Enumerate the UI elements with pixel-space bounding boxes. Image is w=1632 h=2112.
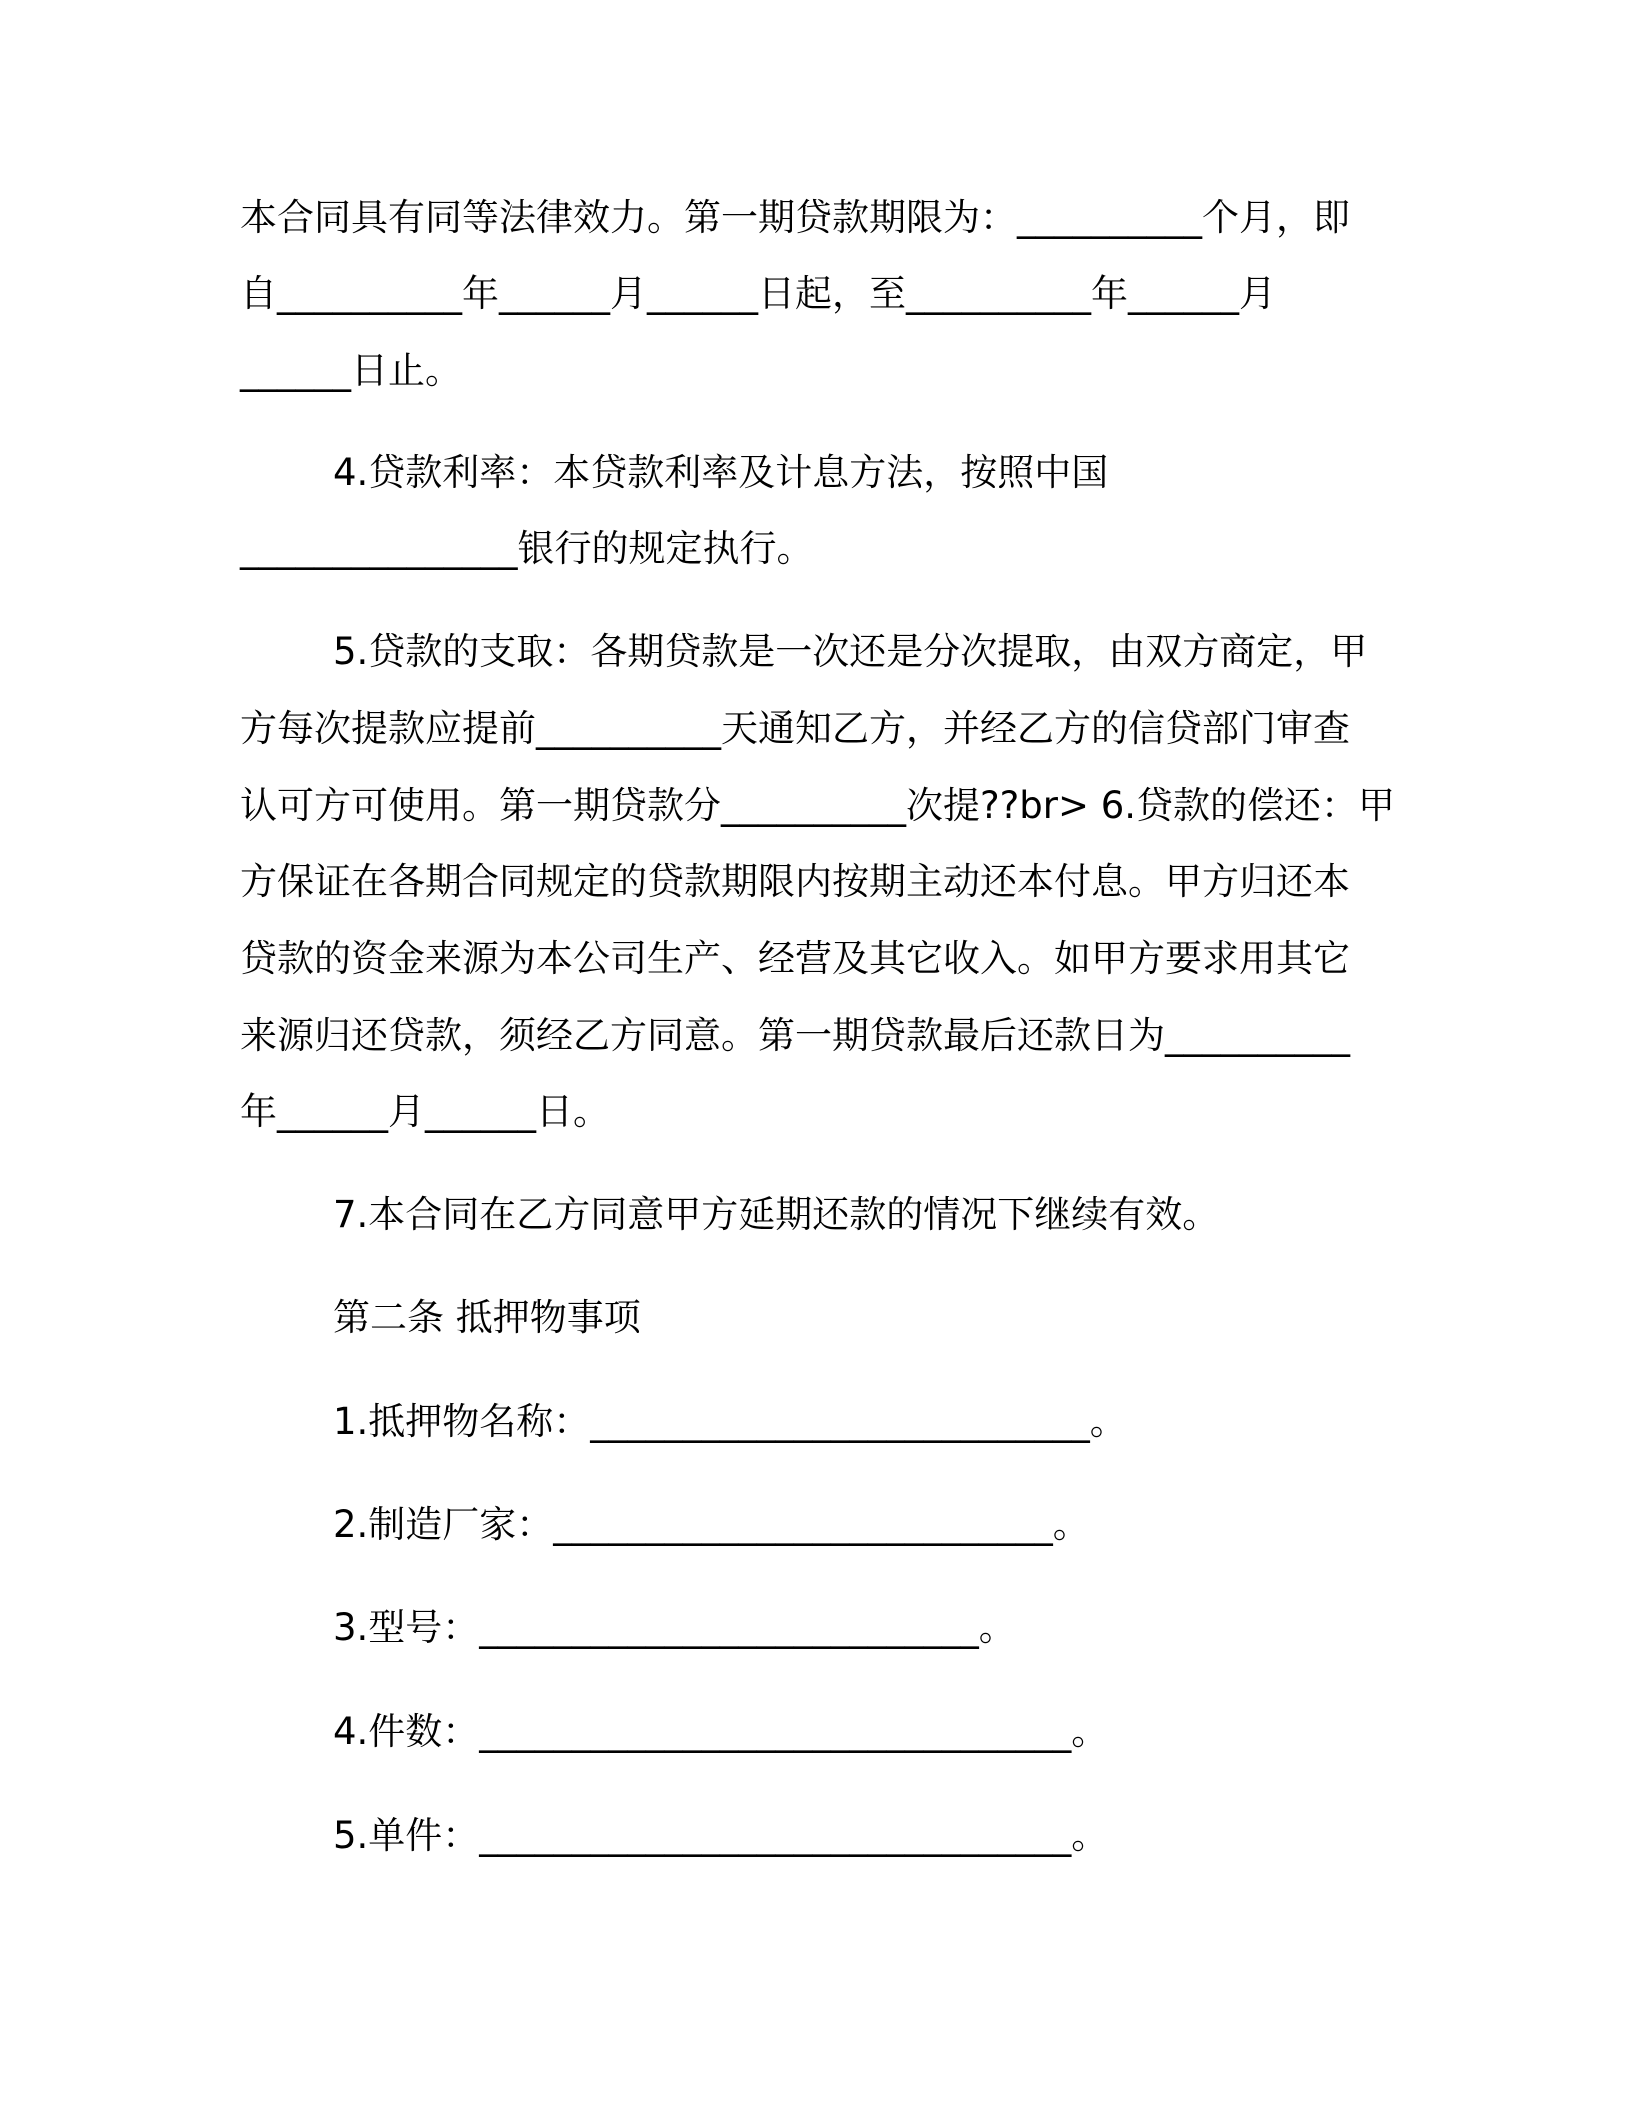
- list-item: 1.抵押物名称：___________________________。: [333, 1400, 1127, 1443]
- list-item: 5.单件：________________________________。: [333, 1814, 1109, 1857]
- paragraph-line: 来源归还贷款，须经乙方同意。第一期贷款最后还款日为__________: [240, 1014, 1350, 1057]
- paragraph-line: 自__________年______月______日起，至__________年______月: [240, 272, 1276, 315]
- list-item: 4.件数：________________________________。: [333, 1710, 1109, 1753]
- paragraph-line: 4.贷款利率：本贷款利率及计息方法，按照中国: [333, 451, 1109, 494]
- paragraph-line: 本合同具有同等法律效力。第一期贷款期限为：__________个月，即: [240, 196, 1350, 239]
- paragraph-line: 5.贷款的支取：各期贷款是一次还是分次提取，由双方商定，甲: [333, 630, 1368, 673]
- paragraph-line: 7.本合同在乙方同意甲方延期还款的情况下继续有效。: [333, 1193, 1220, 1236]
- list-item: 3.型号：___________________________。: [333, 1606, 1016, 1649]
- section-title: 第二条 抵押物事项: [333, 1296, 641, 1339]
- paragraph-line: ______日止。: [240, 349, 462, 392]
- paragraph-line: 方保证在各期合同规定的贷款期限内按期主动还本付息。甲方归还本: [240, 860, 1350, 903]
- paragraph-line: _______________银行的规定执行。: [240, 527, 814, 570]
- paragraph-line: 贷款的资金来源为本公司生产、经营及其它收入。如甲方要求用其它: [240, 937, 1350, 980]
- list-item: 2.制造厂家：___________________________。: [333, 1503, 1090, 1546]
- paragraph-line: 年______月______日。: [240, 1090, 610, 1133]
- paragraph-line: 认可方可使用。第一期贷款分__________次提??br> 6.贷款的偿还：甲: [240, 784, 1396, 827]
- paragraph-line: 方每次提款应提前__________天通知乙方，并经乙方的信贷部门审查: [240, 707, 1350, 750]
